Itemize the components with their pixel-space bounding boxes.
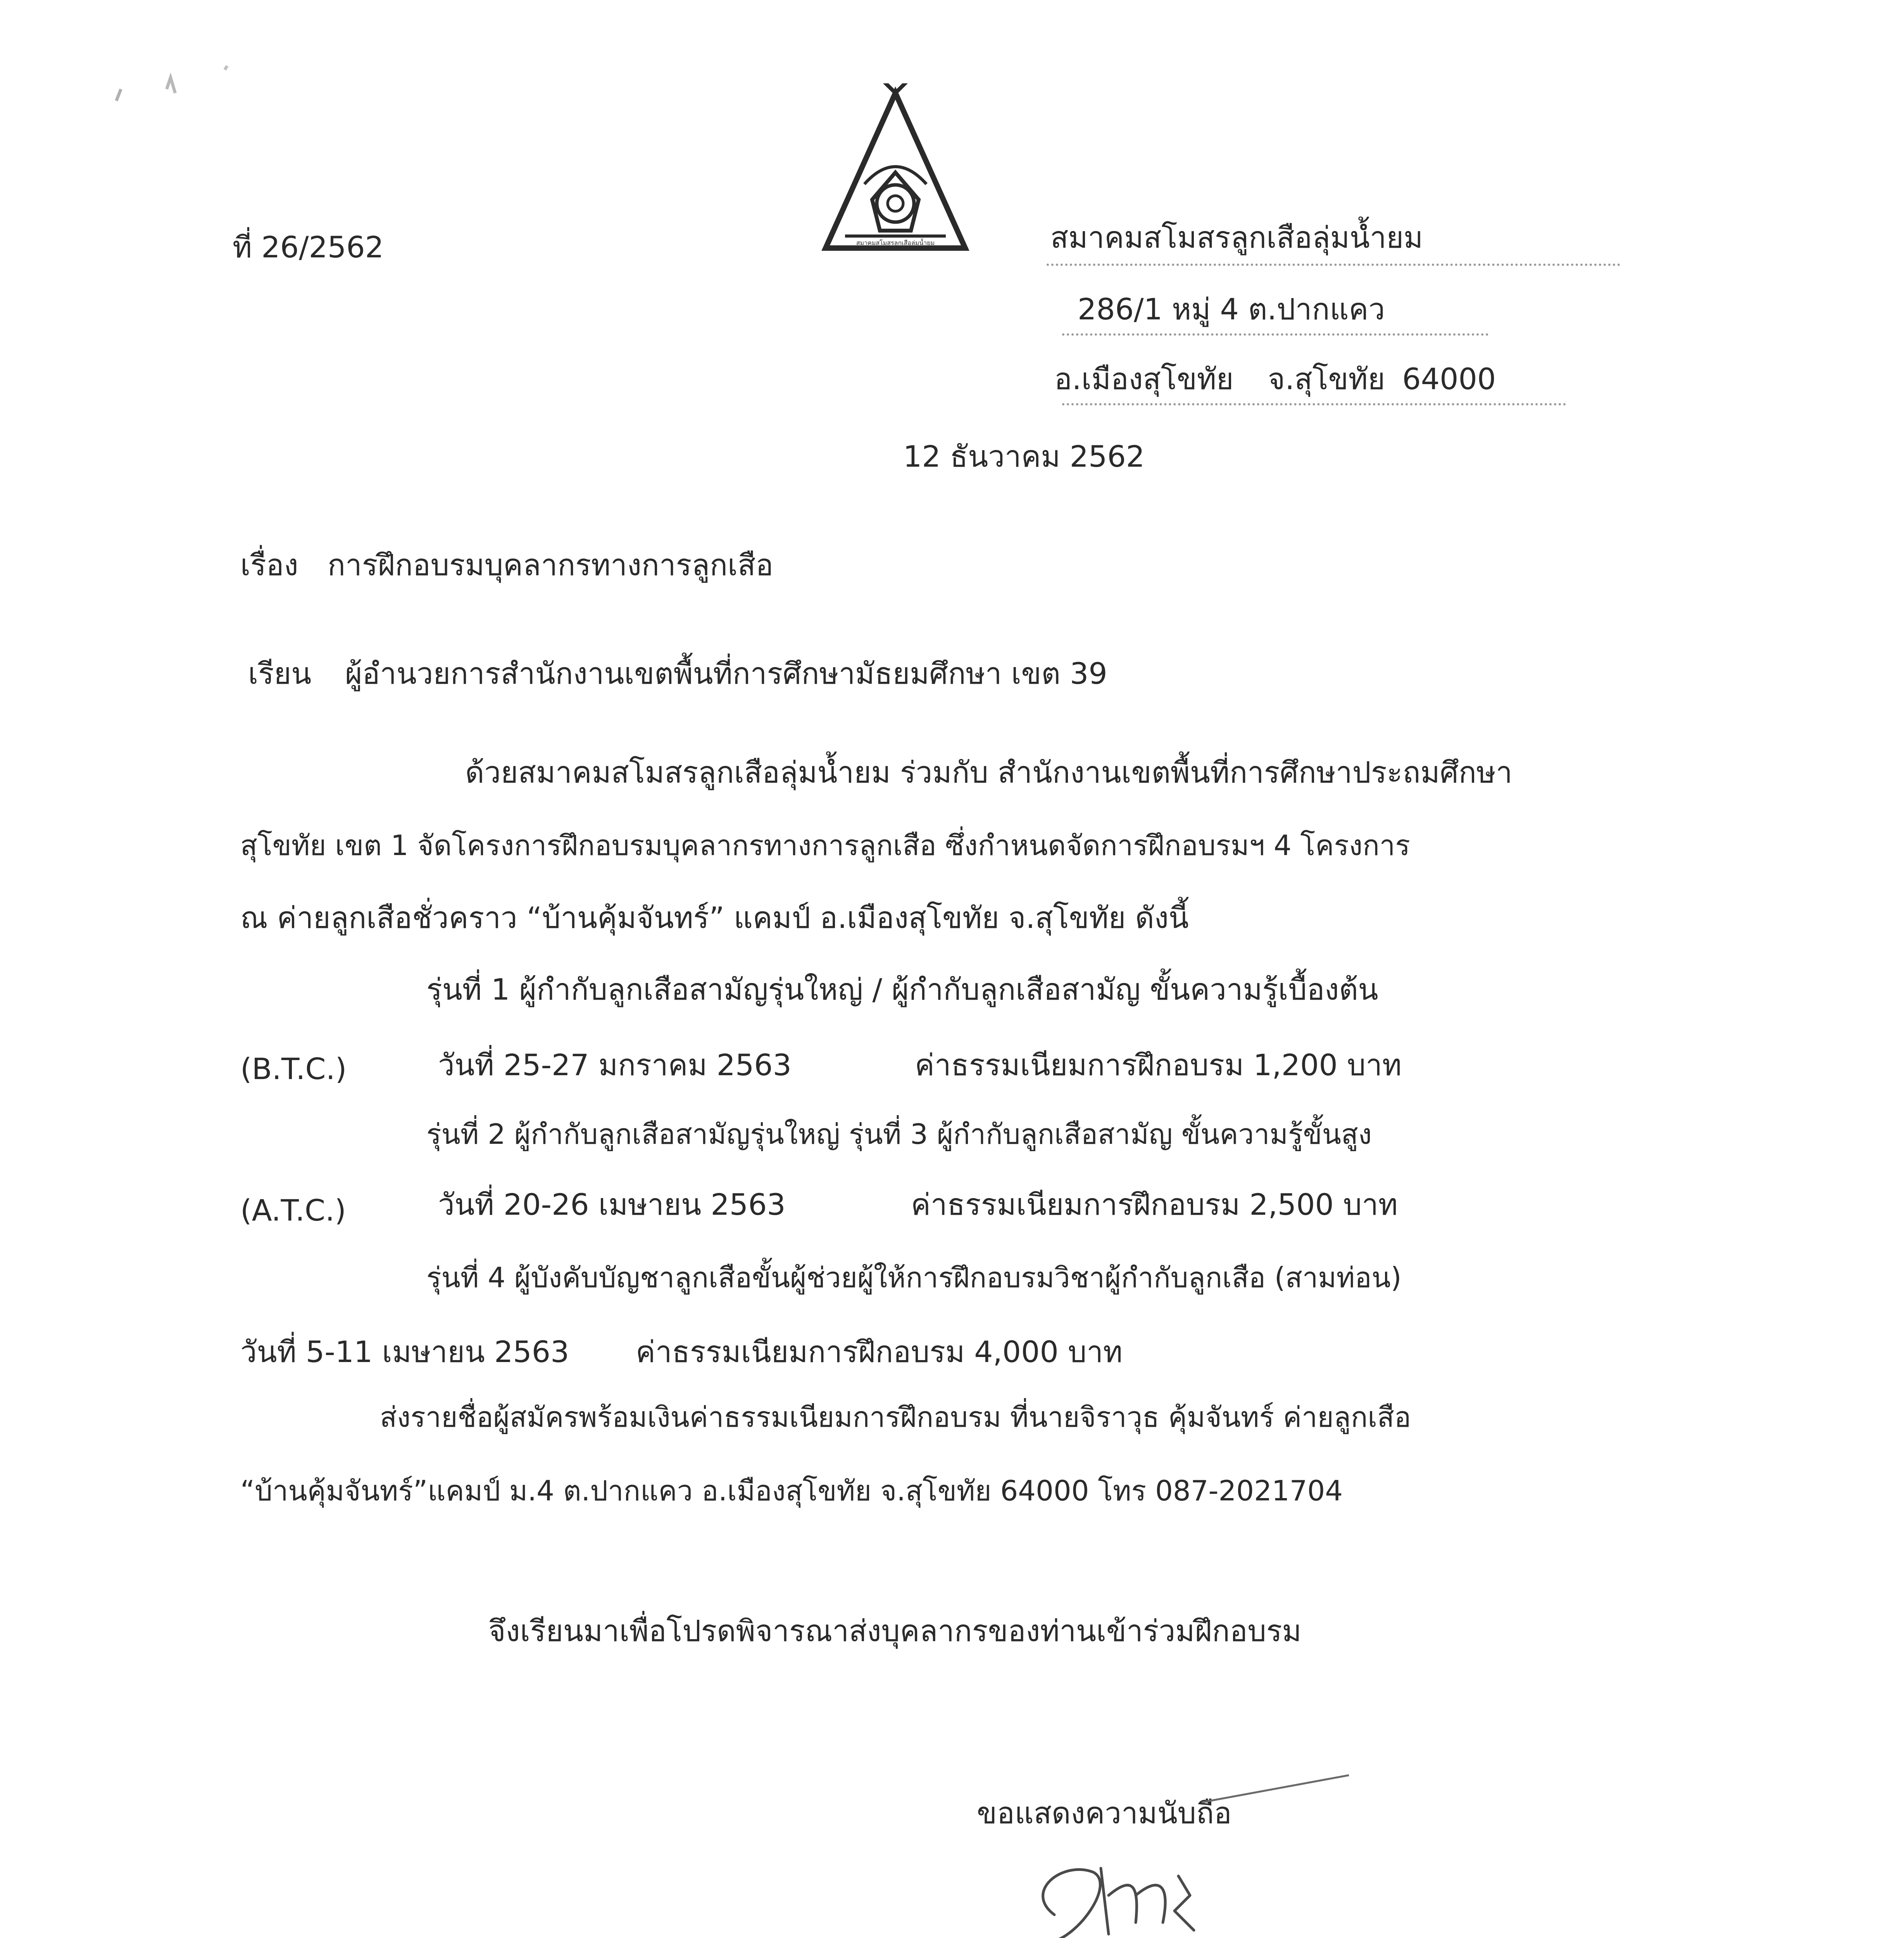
registration-line2: “บ้านคุ้มจันทร์”แคมป์ ม.4 ต.ปากแคว อ.เมืองสุโขทัย จ.สุโขทัย 64000 โทร 087-2021704 [240, 1474, 1343, 1507]
course2-date: วันที่ 20-26 เมษายน 2563 [438, 1187, 786, 1222]
course1-date: วันที่ 25-27 มกราคม 2563 [438, 1048, 792, 1082]
letter-date: 12 ธันวาคม 2562 [903, 439, 1145, 474]
postcode: 64000 [1402, 362, 1496, 396]
sender-district-underline [1062, 403, 1566, 405]
sender-address-line1: 286/1 หมู่ 4 ต.ปากแคว [1078, 292, 1385, 326]
registration-line1: ส่งรายชื่อผู้สมัครพร้อมเงินค่าธรรมเนียมการฝึกอบรม ที่นายจิราวุธ คุ้มจันทร์ ค่ายลูกเสือ [380, 1401, 1411, 1433]
province: จ.สุโขทัย [1268, 362, 1385, 396]
course4-title: รุ่นที่ 4 ผู้บังคับบัญชาลูกเสือขั้นผู้ช่วยผู้ให้การฝึกอบรมวิชาผู้กำกับลูกเสือ (สามท่อน) [426, 1261, 1402, 1294]
sender-address-line2 [1054, 364, 1496, 394]
letter-number: ที่ 26/2562 [233, 230, 384, 264]
emblem-caption: สมาคมสโมสรลูกเสือลุ่มน้ำยม [856, 239, 935, 247]
course4-date: วันที่ 5-11 เมษายน 2563 [240, 1335, 569, 1369]
course1-title: รุ่นที่ 1 ผู้กำกับลูกเสือสามัญรุ่นใหญ่ / ผู้กำกับลูกเสือสามัญ ขั้นความรู้เบื้องต้น [426, 972, 1378, 1007]
course2-fee: ค่าธรรมเนียมการฝึกอบรม 2,500 บาท [911, 1187, 1398, 1222]
body-paragraph1-line2: สุโขทัย เขต 1 จัดโครงการฝึกอบรมบุคลากรทางการลูกเสือ ซึ่งกำหนดจัดการฝึกอบรมฯ 4 โครงการ [240, 829, 1410, 862]
sender-name-underline [1047, 264, 1620, 266]
district: อ.เมืองสุโขทัย [1054, 362, 1234, 396]
regards: ขอแสดงความนับถือ [977, 1796, 1232, 1830]
sender-address-underline [1062, 333, 1488, 336]
course1-fee: ค่าธรรมเนียมการฝึกอบรม 1,200 บาท [915, 1048, 1402, 1082]
scout-association-emblem [818, 83, 973, 254]
subject-label: เรื่อง [240, 548, 298, 582]
body-paragraph1-line3: ณ ค่ายลูกเสือชั่วคราว “บ้านคุ้มจันทร์” แคมป์ อ.เมืองสุโขทัย จ.สุโขทัย ดังนี้ [240, 900, 1189, 935]
course2-code: (A.T.C.) [240, 1193, 346, 1228]
body-paragraph1-line1: ด้วยสมาคมสโมสรลูกเสือลุ่มน้ำยม ร่วมกับ สำนักงานเขตพื้นที่การศึกษาประถมศึกษา [465, 755, 1513, 790]
sender-name: สมาคมสโมสรลูกเสือลุ่มน้ำยม [1050, 220, 1423, 255]
course1-code: (B.T.C.) [240, 1052, 347, 1086]
scan-specks [109, 54, 248, 109]
recipient-text: ผู้อำนวยการสำนักงานเขตพื้นที่การศึกษามัธยมศึกษา เขต 39 [345, 656, 1107, 691]
subject-text: การฝึกอบรมบุคลากรทางการลูกเสือ [328, 548, 774, 582]
closing-request: จึงเรียนมาเพื่อโปรดพิจารณาส่งบุคลากรของท่านเข้าร่วมฝึกอบรม [488, 1614, 1302, 1648]
signature-stroke [1008, 1767, 1357, 1938]
course4-fee: ค่าธรรมเนียมการฝึกอบรม 4,000 บาท [636, 1335, 1123, 1369]
recipient-label: เรียน [248, 656, 312, 691]
course2-title: รุ่นที่ 2 ผู้กำกับลูกเสือสามัญรุ่นใหญ่ รุ่นที่ 3 ผู้กำกับลูกเสือสามัญ ขั้นความรู้ขั้นสูง [426, 1118, 1372, 1150]
